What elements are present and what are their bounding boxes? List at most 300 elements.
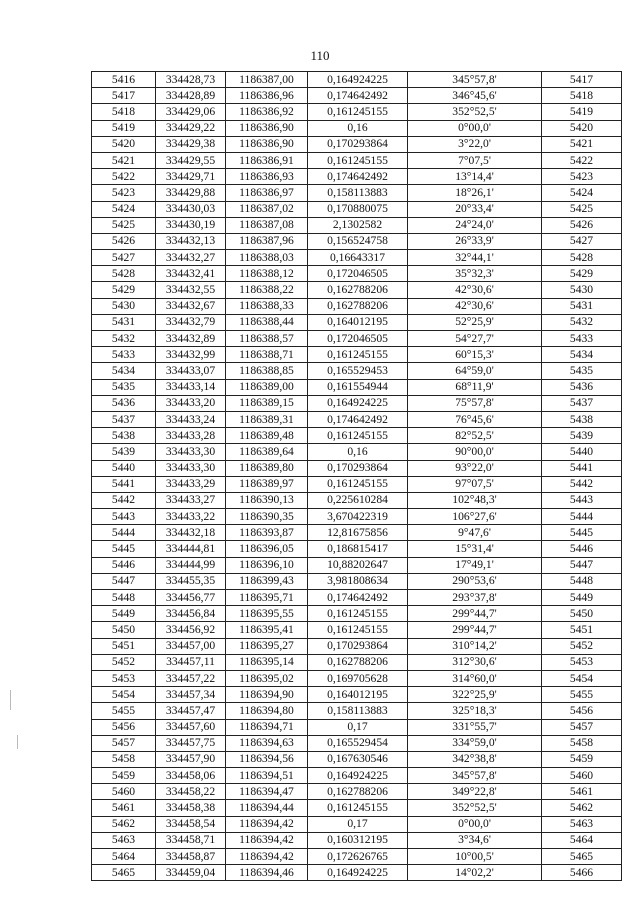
y-coordinate-cell: 1186390,35	[226, 509, 308, 525]
table-row	[92, 768, 622, 784]
point-from-cell: 5455	[92, 703, 156, 719]
distance-cell: 0,16643317	[308, 250, 408, 266]
point-from-cell: 5445	[92, 541, 156, 557]
distance-cell: 0,161554944	[308, 379, 408, 395]
angle-cell: 331°55,7'	[408, 719, 542, 735]
x-coordinate-cell: 334456,77	[156, 590, 226, 606]
table-row	[92, 816, 622, 832]
x-coordinate-cell: 334432,99	[156, 347, 226, 363]
point-to-cell: 5424	[542, 185, 622, 201]
point-from-cell: 5449	[92, 606, 156, 622]
distance-cell: 0,174642492	[308, 590, 408, 606]
point-from-cell: 5465	[92, 865, 156, 881]
point-from-cell: 5428	[92, 266, 156, 282]
point-to-cell: 5426	[542, 217, 622, 233]
point-to-cell: 5452	[542, 638, 622, 654]
point-to-cell: 5432	[542, 314, 622, 330]
y-coordinate-cell: 1186394,51	[226, 768, 308, 784]
table-row	[92, 849, 622, 865]
distance-cell: 0,160312195	[308, 832, 408, 848]
angle-cell: 352°52,5'	[408, 800, 542, 816]
table-row	[92, 735, 622, 751]
distance-cell: 3,670422319	[308, 509, 408, 525]
point-to-cell: 5451	[542, 622, 622, 638]
x-coordinate-cell: 334455,35	[156, 573, 226, 589]
x-coordinate-cell: 334433,30	[156, 444, 226, 460]
table-row	[92, 282, 622, 298]
angle-cell: 15°31,4'	[408, 541, 542, 557]
point-from-cell: 5420	[92, 136, 156, 152]
table-row	[92, 217, 622, 233]
distance-cell: 0,162788206	[308, 282, 408, 298]
distance-cell: 0,165529453	[308, 363, 408, 379]
x-coordinate-cell: 334432,67	[156, 298, 226, 314]
point-to-cell: 5427	[542, 233, 622, 249]
x-coordinate-cell: 334433,20	[156, 395, 226, 411]
point-to-cell: 5443	[542, 492, 622, 508]
table-row	[92, 687, 622, 703]
table-row	[92, 185, 622, 201]
x-coordinate-cell: 334457,75	[156, 735, 226, 751]
x-coordinate-cell: 334456,84	[156, 606, 226, 622]
angle-cell: 35°32,3'	[408, 266, 542, 282]
x-coordinate-cell: 334457,60	[156, 719, 226, 735]
table-body	[92, 72, 622, 881]
y-coordinate-cell: 1186388,33	[226, 298, 308, 314]
x-coordinate-cell: 334432,89	[156, 331, 226, 347]
angle-cell: 68°11,9'	[408, 379, 542, 395]
table-row	[92, 784, 622, 800]
y-coordinate-cell: 1186389,48	[226, 428, 308, 444]
point-from-cell: 5416	[92, 72, 156, 88]
x-coordinate-cell: 334458,71	[156, 832, 226, 848]
distance-cell: 0,170880075	[308, 201, 408, 217]
x-coordinate-cell: 334432,41	[156, 266, 226, 282]
distance-cell: 0,161245155	[308, 104, 408, 120]
point-from-cell: 5451	[92, 638, 156, 654]
y-coordinate-cell: 1186395,14	[226, 654, 308, 670]
point-to-cell: 5448	[542, 573, 622, 589]
point-to-cell: 5418	[542, 88, 622, 104]
angle-cell: 293°37,8'	[408, 590, 542, 606]
y-coordinate-cell: 1186394,46	[226, 865, 308, 881]
point-to-cell: 5436	[542, 379, 622, 395]
x-coordinate-cell: 334458,22	[156, 784, 226, 800]
point-to-cell: 5444	[542, 509, 622, 525]
x-coordinate-cell: 334457,22	[156, 670, 226, 686]
point-to-cell: 5464	[542, 832, 622, 848]
x-coordinate-cell: 334457,90	[156, 751, 226, 767]
y-coordinate-cell: 1186388,03	[226, 250, 308, 266]
point-from-cell: 5434	[92, 363, 156, 379]
angle-cell: 17°49,1'	[408, 557, 542, 573]
point-to-cell: 5458	[542, 735, 622, 751]
distance-cell: 3,981808634	[308, 573, 408, 589]
point-to-cell: 5445	[542, 525, 622, 541]
distance-cell: 0,170293864	[308, 460, 408, 476]
point-to-cell: 5422	[542, 152, 622, 168]
table-row	[92, 88, 622, 104]
distance-cell: 0,161245155	[308, 152, 408, 168]
x-coordinate-cell: 334432,55	[156, 282, 226, 298]
angle-cell: 26°33,9'	[408, 233, 542, 249]
point-to-cell: 5435	[542, 363, 622, 379]
angle-cell: 60°15,3'	[408, 347, 542, 363]
angle-cell: 102°48,3'	[408, 492, 542, 508]
x-coordinate-cell: 334457,47	[156, 703, 226, 719]
x-coordinate-cell: 334433,22	[156, 509, 226, 525]
x-coordinate-cell: 334429,88	[156, 185, 226, 201]
x-coordinate-cell: 334429,55	[156, 152, 226, 168]
point-from-cell: 5429	[92, 282, 156, 298]
point-from-cell: 5433	[92, 347, 156, 363]
table-row	[92, 751, 622, 767]
x-coordinate-cell: 334429,06	[156, 104, 226, 120]
distance-cell: 0,162788206	[308, 654, 408, 670]
distance-cell: 0,169705628	[308, 670, 408, 686]
table-row	[92, 638, 622, 654]
y-coordinate-cell: 1186399,43	[226, 573, 308, 589]
x-coordinate-cell: 334457,00	[156, 638, 226, 654]
angle-cell: 9°47,6'	[408, 525, 542, 541]
y-coordinate-cell: 1186394,71	[226, 719, 308, 735]
point-to-cell: 5441	[542, 460, 622, 476]
x-coordinate-cell: 334459,04	[156, 865, 226, 881]
angle-cell: 54°27,7'	[408, 331, 542, 347]
distance-cell: 0,174642492	[308, 88, 408, 104]
distance-cell: 0,170293864	[308, 136, 408, 152]
table-row	[92, 363, 622, 379]
x-coordinate-cell: 334458,54	[156, 816, 226, 832]
point-from-cell: 5440	[92, 460, 156, 476]
table-row	[92, 120, 622, 136]
y-coordinate-cell: 1186390,13	[226, 492, 308, 508]
y-coordinate-cell: 1186394,42	[226, 849, 308, 865]
distance-cell: 10,88202647	[308, 557, 408, 573]
angle-cell: 106°27,6'	[408, 509, 542, 525]
point-from-cell: 5458	[92, 751, 156, 767]
angle-cell: 24°24,0'	[408, 217, 542, 233]
point-to-cell: 5457	[542, 719, 622, 735]
y-coordinate-cell: 1186394,44	[226, 800, 308, 816]
point-from-cell: 5418	[92, 104, 156, 120]
y-coordinate-cell: 1186386,90	[226, 120, 308, 136]
distance-cell: 0,16	[308, 120, 408, 136]
angle-cell: 349°22,8'	[408, 784, 542, 800]
table-row	[92, 509, 622, 525]
distance-cell: 0,161245155	[308, 800, 408, 816]
x-coordinate-cell: 334430,19	[156, 217, 226, 233]
table-row	[92, 331, 622, 347]
point-from-cell: 5453	[92, 670, 156, 686]
x-coordinate-cell: 334444,99	[156, 557, 226, 573]
point-from-cell: 5430	[92, 298, 156, 314]
angle-cell: 75°57,8'	[408, 395, 542, 411]
point-from-cell: 5436	[92, 395, 156, 411]
angle-cell: 97°07,5'	[408, 476, 542, 492]
y-coordinate-cell: 1186389,64	[226, 444, 308, 460]
x-coordinate-cell: 334429,38	[156, 136, 226, 152]
angle-cell: 3°34,6'	[408, 832, 542, 848]
point-from-cell: 5425	[92, 217, 156, 233]
y-coordinate-cell: 1186388,71	[226, 347, 308, 363]
y-coordinate-cell: 1186389,97	[226, 476, 308, 492]
distance-cell: 0,161245155	[308, 622, 408, 638]
table-row	[92, 72, 622, 88]
table-row	[92, 298, 622, 314]
point-from-cell: 5444	[92, 525, 156, 541]
angle-cell: 7°07,5'	[408, 152, 542, 168]
point-to-cell: 5461	[542, 784, 622, 800]
point-to-cell: 5442	[542, 476, 622, 492]
table-row	[92, 347, 622, 363]
angle-cell: 334°59,0'	[408, 735, 542, 751]
y-coordinate-cell: 1186393,87	[226, 525, 308, 541]
y-coordinate-cell: 1186386,97	[226, 185, 308, 201]
point-to-cell: 5430	[542, 282, 622, 298]
point-from-cell: 5442	[92, 492, 156, 508]
angle-cell: 90°00,0'	[408, 444, 542, 460]
point-from-cell: 5462	[92, 816, 156, 832]
y-coordinate-cell: 1186389,80	[226, 460, 308, 476]
table-row	[92, 395, 622, 411]
x-coordinate-cell: 334429,22	[156, 120, 226, 136]
distance-cell: 0,17	[308, 816, 408, 832]
table-row	[92, 590, 622, 606]
point-to-cell: 5446	[542, 541, 622, 557]
table-row	[92, 411, 622, 427]
point-from-cell: 5464	[92, 849, 156, 865]
distance-cell: 0,161245155	[308, 606, 408, 622]
table-row	[92, 444, 622, 460]
angle-cell: 346°45,6'	[408, 88, 542, 104]
y-coordinate-cell: 1186386,93	[226, 169, 308, 185]
angle-cell: 13°14,4'	[408, 169, 542, 185]
point-from-cell: 5447	[92, 573, 156, 589]
x-coordinate-cell: 334433,28	[156, 428, 226, 444]
distance-cell: 0,172626765	[308, 849, 408, 865]
distance-cell: 0,162788206	[308, 298, 408, 314]
point-from-cell: 5435	[92, 379, 156, 395]
point-from-cell: 5438	[92, 428, 156, 444]
y-coordinate-cell: 1186387,02	[226, 201, 308, 217]
point-from-cell: 5454	[92, 687, 156, 703]
y-coordinate-cell: 1186387,00	[226, 72, 308, 88]
point-from-cell: 5463	[92, 832, 156, 848]
point-from-cell: 5446	[92, 557, 156, 573]
point-to-cell: 5421	[542, 136, 622, 152]
point-from-cell: 5456	[92, 719, 156, 735]
table-row	[92, 800, 622, 816]
table-row	[92, 314, 622, 330]
x-coordinate-cell: 334432,13	[156, 233, 226, 249]
distance-cell: 0,16	[308, 444, 408, 460]
table-row	[92, 670, 622, 686]
table-row	[92, 832, 622, 848]
table-row	[92, 250, 622, 266]
y-coordinate-cell: 1186388,12	[226, 266, 308, 282]
point-from-cell: 5419	[92, 120, 156, 136]
angle-cell: 64°59,0'	[408, 363, 542, 379]
point-from-cell: 5424	[92, 201, 156, 217]
distance-cell: 0,161245155	[308, 428, 408, 444]
angle-cell: 32°44,1'	[408, 250, 542, 266]
distance-cell: 2,1302582	[308, 217, 408, 233]
x-coordinate-cell: 334457,34	[156, 687, 226, 703]
distance-cell: 0,174642492	[308, 169, 408, 185]
angle-cell: 345°57,8'	[408, 768, 542, 784]
x-coordinate-cell: 334433,14	[156, 379, 226, 395]
point-from-cell: 5417	[92, 88, 156, 104]
table-row	[92, 719, 622, 735]
point-to-cell: 5417	[542, 72, 622, 88]
point-to-cell: 5425	[542, 201, 622, 217]
table-row	[92, 476, 622, 492]
distance-cell: 0,170293864	[308, 638, 408, 654]
angle-cell: 3°22,0'	[408, 136, 542, 152]
point-from-cell: 5448	[92, 590, 156, 606]
point-to-cell: 5465	[542, 849, 622, 865]
point-to-cell: 5462	[542, 800, 622, 816]
point-from-cell: 5423	[92, 185, 156, 201]
point-from-cell: 5426	[92, 233, 156, 249]
distance-cell: 12,81675856	[308, 525, 408, 541]
x-coordinate-cell: 334433,27	[156, 492, 226, 508]
angle-cell: 299°44,7'	[408, 622, 542, 638]
point-to-cell: 5454	[542, 670, 622, 686]
point-from-cell: 5443	[92, 509, 156, 525]
y-coordinate-cell: 1186396,05	[226, 541, 308, 557]
point-from-cell: 5437	[92, 411, 156, 427]
point-from-cell: 5427	[92, 250, 156, 266]
scan-mark	[17, 735, 18, 749]
table-row	[92, 606, 622, 622]
y-coordinate-cell: 1186395,41	[226, 622, 308, 638]
table-row	[92, 136, 622, 152]
y-coordinate-cell: 1186395,71	[226, 590, 308, 606]
table-row	[92, 703, 622, 719]
point-to-cell: 5455	[542, 687, 622, 703]
distance-cell: 0,161245155	[308, 347, 408, 363]
y-coordinate-cell: 1186394,42	[226, 832, 308, 848]
angle-cell: 18°26,1'	[408, 185, 542, 201]
distance-cell: 0,225610284	[308, 492, 408, 508]
y-coordinate-cell: 1186396,10	[226, 557, 308, 573]
point-to-cell: 5460	[542, 768, 622, 784]
table-row	[92, 865, 622, 881]
point-to-cell: 5439	[542, 428, 622, 444]
y-coordinate-cell: 1186387,96	[226, 233, 308, 249]
distance-cell: 0,174642492	[308, 411, 408, 427]
point-from-cell: 5432	[92, 331, 156, 347]
table-row	[92, 654, 622, 670]
y-coordinate-cell: 1186386,92	[226, 104, 308, 120]
table-row	[92, 541, 622, 557]
y-coordinate-cell: 1186395,55	[226, 606, 308, 622]
table-row	[92, 573, 622, 589]
distance-cell: 0,156524758	[308, 233, 408, 249]
x-coordinate-cell: 334430,03	[156, 201, 226, 217]
scan-mark	[10, 690, 11, 710]
distance-cell: 0,164924225	[308, 72, 408, 88]
angle-cell: 310°14,2'	[408, 638, 542, 654]
y-coordinate-cell: 1186394,47	[226, 784, 308, 800]
x-coordinate-cell: 334458,87	[156, 849, 226, 865]
table-row	[92, 460, 622, 476]
x-coordinate-cell: 334433,30	[156, 460, 226, 476]
distance-cell: 0,167630546	[308, 751, 408, 767]
x-coordinate-cell: 334432,18	[156, 525, 226, 541]
point-from-cell: 5459	[92, 768, 156, 784]
angle-cell: 93°22,0'	[408, 460, 542, 476]
angle-cell: 20°33,4'	[408, 201, 542, 217]
x-coordinate-cell: 334428,73	[156, 72, 226, 88]
point-to-cell: 5419	[542, 104, 622, 120]
point-to-cell: 5434	[542, 347, 622, 363]
point-to-cell: 5450	[542, 606, 622, 622]
point-to-cell: 5447	[542, 557, 622, 573]
distance-cell: 0,164924225	[308, 865, 408, 881]
table-row	[92, 379, 622, 395]
y-coordinate-cell: 1186386,96	[226, 88, 308, 104]
distance-cell: 0,172046505	[308, 266, 408, 282]
angle-cell: 82°52,5'	[408, 428, 542, 444]
y-coordinate-cell: 1186389,00	[226, 379, 308, 395]
table-row	[92, 266, 622, 282]
distance-cell: 0,164012195	[308, 687, 408, 703]
y-coordinate-cell: 1186386,90	[226, 136, 308, 152]
table-row	[92, 201, 622, 217]
point-from-cell: 5461	[92, 800, 156, 816]
angle-cell: 345°57,8'	[408, 72, 542, 88]
distance-cell: 0,17	[308, 719, 408, 735]
y-coordinate-cell: 1186389,31	[226, 411, 308, 427]
point-to-cell: 5423	[542, 169, 622, 185]
table-row	[92, 428, 622, 444]
point-from-cell: 5422	[92, 169, 156, 185]
table-row	[92, 622, 622, 638]
x-coordinate-cell: 334458,38	[156, 800, 226, 816]
y-coordinate-cell: 1186394,42	[226, 816, 308, 832]
point-from-cell: 5421	[92, 152, 156, 168]
distance-cell: 0,164924225	[308, 768, 408, 784]
distance-cell: 0,164012195	[308, 314, 408, 330]
x-coordinate-cell: 334457,11	[156, 654, 226, 670]
point-to-cell: 5438	[542, 411, 622, 427]
point-to-cell: 5437	[542, 395, 622, 411]
table-row	[92, 557, 622, 573]
x-coordinate-cell: 334456,92	[156, 622, 226, 638]
angle-cell: 52°25,9'	[408, 314, 542, 330]
table-row	[92, 492, 622, 508]
point-to-cell: 5449	[542, 590, 622, 606]
point-to-cell: 5459	[542, 751, 622, 767]
y-coordinate-cell: 1186394,56	[226, 751, 308, 767]
x-coordinate-cell: 334444,81	[156, 541, 226, 557]
angle-cell: 299°44,7'	[408, 606, 542, 622]
distance-cell: 0,161245155	[308, 476, 408, 492]
angle-cell: 325°18,3'	[408, 703, 542, 719]
angle-cell: 42°30,6'	[408, 282, 542, 298]
point-from-cell: 5441	[92, 476, 156, 492]
y-coordinate-cell: 1186388,85	[226, 363, 308, 379]
y-coordinate-cell: 1186394,90	[226, 687, 308, 703]
distance-cell: 0,158113883	[308, 185, 408, 201]
table-row	[92, 169, 622, 185]
angle-cell: 314°60,0'	[408, 670, 542, 686]
point-from-cell: 5452	[92, 654, 156, 670]
point-from-cell: 5460	[92, 784, 156, 800]
